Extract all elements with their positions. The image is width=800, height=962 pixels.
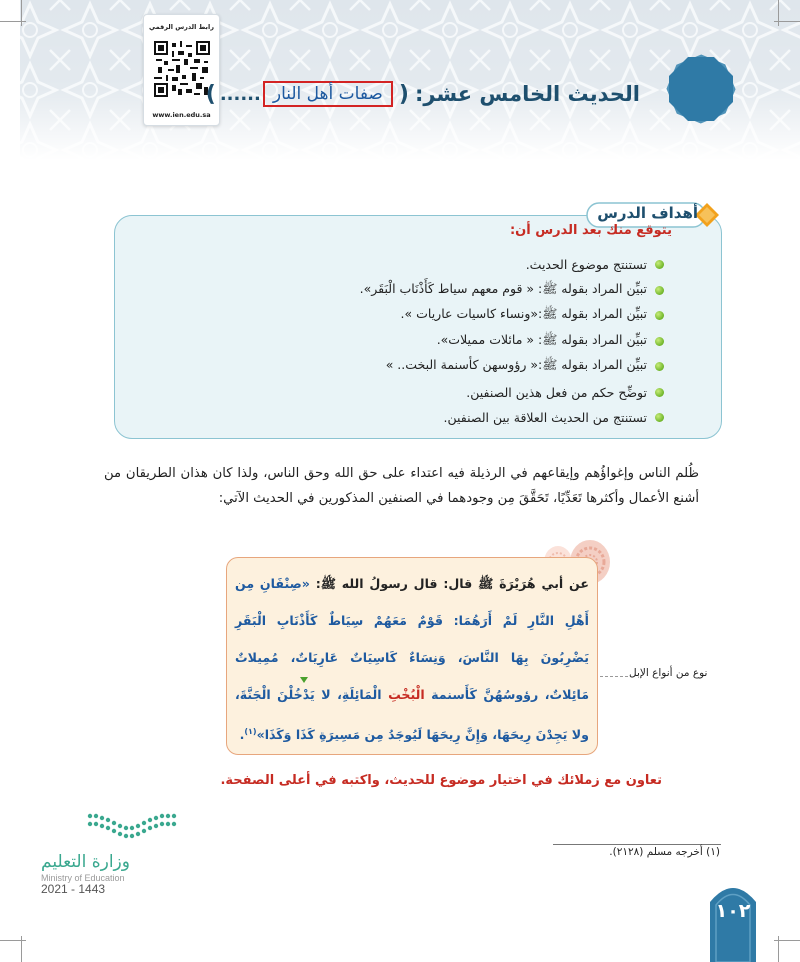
- title-paren-close: ): [205, 81, 216, 107]
- footnote-ref[interactable]: (١): [244, 727, 257, 736]
- qr-code-icon: [154, 41, 210, 97]
- list-item: تبيِّن المراد بقوله ﷺ: « مائلات مميلات».: [126, 329, 686, 355]
- topic-answer-text: صفات أهل النار: [272, 84, 383, 104]
- list-item: توضِّح حكم من فعل هذين الصنفين.: [126, 380, 686, 406]
- task-instruction: تعاون مع زملائك في اختيار موضوع للحديث، واكتبه في أعلى الصفحة.: [220, 773, 662, 788]
- title-paren-open: (: [398, 81, 409, 107]
- green-bullet-icon: [655, 337, 664, 346]
- green-bullet-icon: [655, 388, 664, 397]
- green-bullet-icon: [655, 413, 664, 422]
- list-item: تستنتج موضوع الحديث.: [126, 252, 686, 278]
- topic-answer-field[interactable]: [263, 81, 393, 107]
- green-bullet-icon: [655, 260, 664, 269]
- ministry-logo-icon: [86, 808, 180, 846]
- green-bullet-icon: [655, 311, 664, 320]
- list-item: تبيِّن المراد بقوله ﷺ:«ونساء كاسيات عاريات ».: [126, 303, 686, 329]
- gloss-note: نوع من أنواع الإبل: [629, 667, 708, 679]
- hadith-narrator: عن أبي هُرَيْرَةَ ﷺ قال: قال رسولُ الله ﷺ:: [309, 576, 589, 591]
- lesson-title-row: [206, 74, 640, 114]
- objectives-intro: يتوقع منك بعد الدرس أن:: [509, 223, 672, 238]
- green-bullet-icon: [655, 362, 664, 371]
- ministry-year: 2021 - 1443: [41, 882, 106, 896]
- green-bullet-icon: [655, 286, 664, 295]
- ministry-name-ar: وزارة التعليم: [41, 852, 130, 872]
- qr-caption: رابط الدرس الرقمي: [149, 23, 214, 31]
- footnote: (١) أخرجه مسلم (٢١٢٨).: [609, 846, 720, 858]
- list-item: تبيِّن المراد بقوله ﷺ:« رؤوسهن كأسنمة البخت.. »: [126, 354, 686, 380]
- page-title: الحديث الخامس عشر:: [414, 82, 640, 106]
- hadith-end: .: [239, 727, 245, 743]
- footnote-divider: [553, 844, 721, 845]
- page-number: ١٠٢: [715, 900, 751, 922]
- hadith-body-end: الْمَائِلَةِ، لا يَدْخُلْنَ الْجَنَّةَ، ولا يَجِدْنَ رِيحَهَا، وَإِنَّ رِيحَهَا لَيُوجَدُ مِن مَسِيرَةِ كَذَا وَكَذَا»: [235, 687, 589, 743]
- objectives-heading: أهداف الدرس: [597, 204, 698, 222]
- gloss-marker-icon: [300, 677, 308, 683]
- hadith-body: «صِنْفَانِ مِن أَهْلِ النَّارِ لَمْ أَرَهُمَا: قَوْمٌ مَعَهُمْ سِيَاطٌ كَأَذْنَابِ الْبَقَرِ يَضْرِبُونَ بِهَا النَّاسَ، وَنِسَاءٌ كَاسِيَاتٌ عَارِيَاتٌ، مُمِيلاتٌ مَائِلاتٌ، رؤوسُهُنَّ كَأَسنمة: [235, 576, 589, 702]
- objectives-list: [126, 252, 686, 431]
- ministry-name-en: Ministry of Education: [41, 873, 125, 883]
- gloss-leader-line: [600, 676, 628, 677]
- list-item: تبيِّن المراد بقوله ﷺ: « قوم معهم سياط كَأَذْنَاب الْبَقَر».: [126, 278, 686, 304]
- intro-paragraph: ظُلم الناس وإغواؤُهم وإيقاعهم في الرذيلة فيه اعتداء على حق الله وحق الناس، ولذا كان هذان الطريقان من أشنع الأعمال وأكثرها تَعَدِّيًا، تَحَقَّقَ مِن وجودهما في الصنفين المذكورين في الحديث الآتي:: [104, 466, 699, 506]
- hadith-highlight-word: الْبُخْتِ: [388, 687, 425, 702]
- hadith-text: [235, 565, 589, 753]
- qr-url: www.ien.edu.sa: [152, 111, 211, 119]
- blank-marks: ......: [219, 83, 261, 105]
- list-item: تستنتج من الحديث العلاقة بين الصنفين.: [126, 405, 686, 431]
